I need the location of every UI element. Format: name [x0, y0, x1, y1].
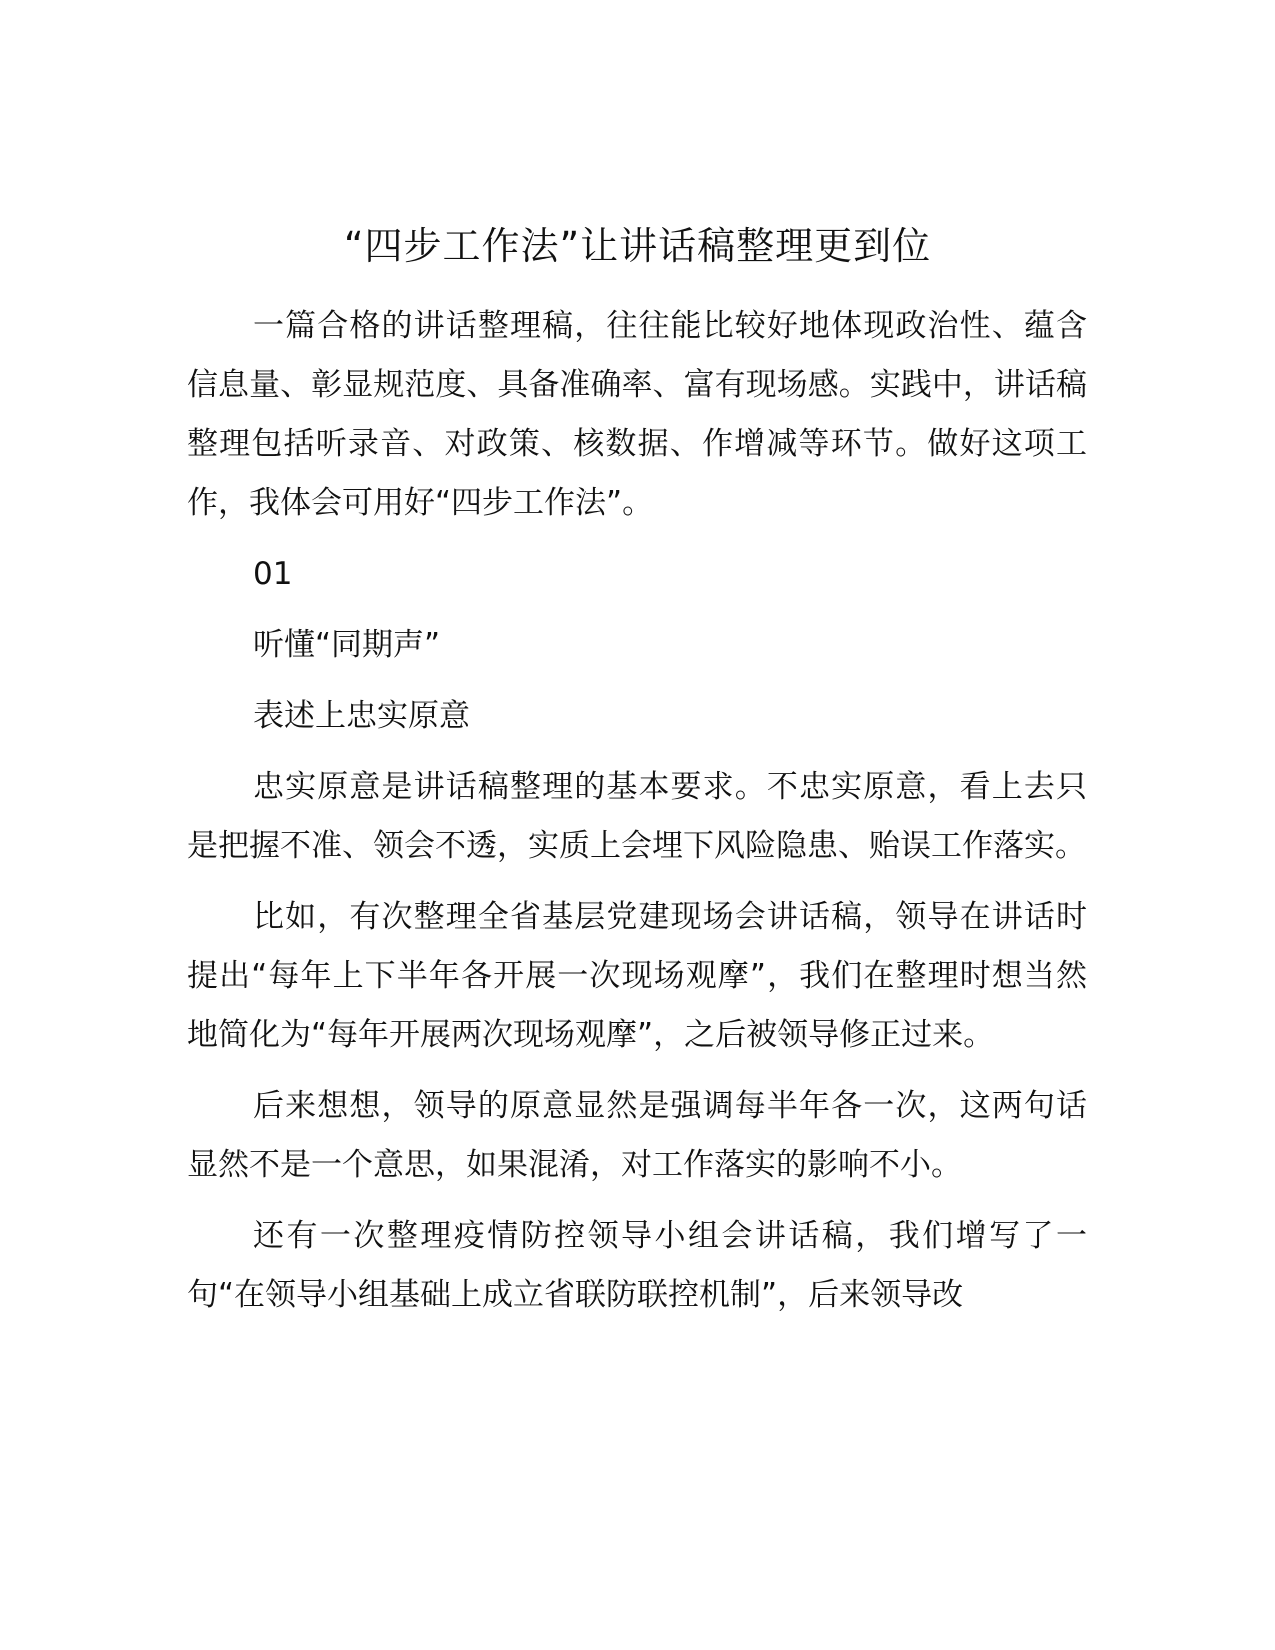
paragraph-reflection: 后来想想，领导的原意显然是强调每半年各一次，这两句话显然不是一个意思，如果混淆，对工作落实的影响不小。 — [187, 1088, 1087, 1183]
document-body — [187, 297, 1087, 1337]
paragraph-example-2: 还有一次整理疫情防控领导小组会讲话稿，我们增写了一句“在领导小组基础上成立省联防联控机制”，后来领导改 — [187, 1218, 1087, 1313]
section-number: 01 — [253, 556, 293, 592]
document-title: “四步工作法”让讲话稿整理更到位 — [343, 224, 932, 268]
paragraph-example-1: 比如，有次整理全省基层党建现场会讲话稿，领导在讲话时提出“每年上下半年各开展一次现场观摩”，我们在整理时想当然地简化为“每年开展两次现场观摩”，之后被领导修正过来。 — [187, 899, 1087, 1053]
section-subheading: 表述上忠实原意 — [253, 698, 470, 734]
paragraph-intro: 一篇合格的讲话整理稿，往往能比较好地体现政治性、蕴含信息量、彰显规范度、具备准确率、富有现场感。实践中，讲话稿整理包括听录音、对政策、核数据、作增减等环节。做好这项工作，我体会可用好“四步工作法”。 — [187, 308, 1087, 521]
section-heading: 听懂“同期声” — [253, 627, 441, 663]
paragraph-faithful: 忠实原意是讲话稿整理的基本要求。不忠实原意，看上去只是把握不准、领会不透，实质上会埋下风险隐患、贻误工作落实。 — [187, 769, 1087, 864]
